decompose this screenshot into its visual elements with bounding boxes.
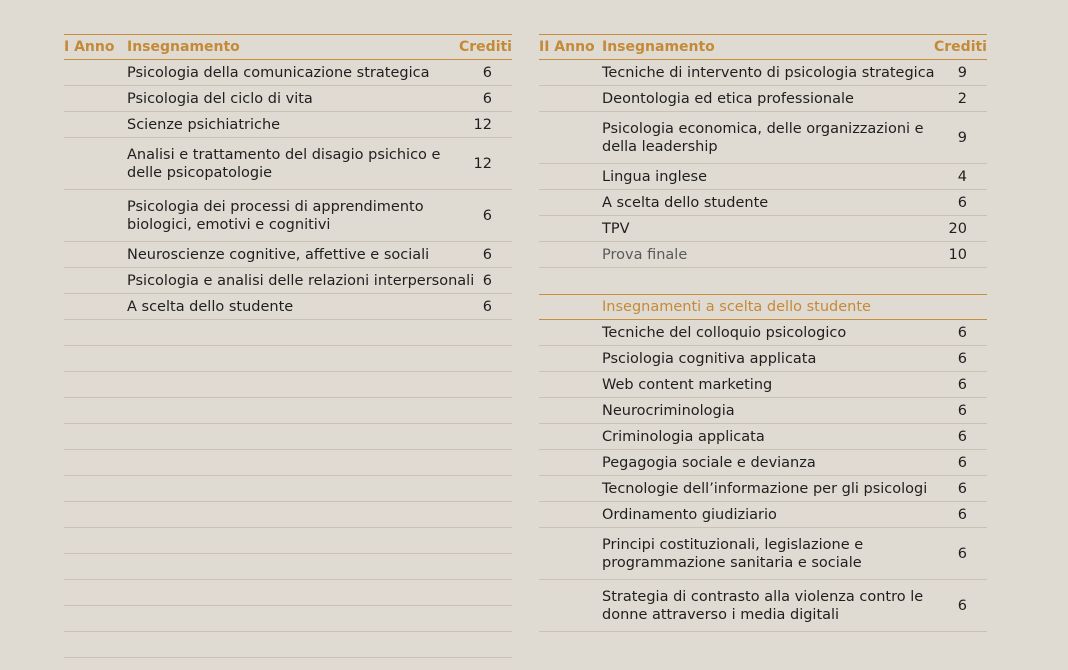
- empty-row: [64, 476, 512, 502]
- course-credits: 6: [957, 506, 967, 523]
- course-name: Strategia di contrasto alla violenza contro le donne attraverso i media digitali: [602, 588, 924, 623]
- empty-row: [64, 450, 512, 476]
- empty-row: [64, 528, 512, 554]
- course-credits: 6: [957, 428, 967, 445]
- table-row: [539, 372, 987, 398]
- course-credits: 6: [957, 480, 967, 497]
- course-column-header: Insegnamento: [602, 39, 715, 55]
- course-name: Analisi e trattamento del disagio psichico e delle psicopatologie: [127, 146, 441, 181]
- course-credits: 6: [482, 246, 492, 263]
- credits-column-header: Crediti: [934, 39, 987, 55]
- course-credits: 6: [957, 402, 967, 419]
- course-name: Psicologia dei processi di apprendimento biologici, emotivi e cognitivi: [127, 198, 424, 233]
- empty-row: [64, 632, 512, 658]
- empty-row: [64, 502, 512, 528]
- course-name: Deontologia ed etica professionale: [602, 90, 854, 107]
- course-credits: 12: [473, 116, 492, 133]
- course-name: A scelta dello studente: [602, 194, 769, 211]
- table-row: [539, 476, 987, 502]
- credits-column-header: Crediti: [459, 39, 512, 55]
- table-row: [64, 268, 512, 294]
- course-name: TPV: [602, 220, 630, 237]
- table-row: [539, 320, 987, 346]
- course-credits: 6: [482, 298, 492, 315]
- table-row: [539, 86, 987, 112]
- empty-row: [64, 554, 512, 580]
- year-column-header: I Anno: [64, 39, 115, 55]
- course-name: Psicologia della comunicazione strategica: [127, 64, 430, 81]
- course-name: Psicologia economica, delle organizzazioni e della leadership: [602, 120, 924, 155]
- course-credits: 6: [957, 545, 967, 562]
- table-row: [539, 580, 987, 632]
- course-credits: 6: [482, 207, 492, 224]
- course-name: Neurocriminologia: [602, 402, 735, 419]
- course-name: Scienze psichiatriche: [127, 116, 281, 133]
- course-name: Tecniche di intervento di psicologia strategica: [602, 64, 935, 81]
- table-row: [64, 112, 512, 138]
- course-name: Web content marketing: [602, 376, 773, 393]
- table-row: [539, 528, 987, 580]
- year-column-header: II Anno: [539, 39, 595, 55]
- table-row: [64, 242, 512, 268]
- course-name: Psicologia del ciclo di vita: [127, 90, 313, 107]
- table-row: [64, 190, 512, 242]
- electives-section-header: [539, 294, 987, 320]
- course-name: Lingua inglese: [602, 168, 708, 185]
- course-credits: 10: [948, 246, 967, 263]
- first-year-table: [64, 34, 512, 658]
- table-row: [539, 190, 987, 216]
- table-header: [64, 34, 512, 60]
- table-row: [539, 424, 987, 450]
- empty-row: [539, 268, 987, 294]
- electives-title: Insegnamenti a scelta dello studente: [602, 299, 871, 315]
- course-name: A scelta dello studente: [127, 298, 294, 315]
- course-credits: 6: [957, 376, 967, 393]
- empty-row: [64, 346, 512, 372]
- course-credits: 9: [957, 129, 967, 146]
- course-credits: 6: [957, 597, 967, 614]
- table-row: [539, 346, 987, 372]
- table-row: [539, 398, 987, 424]
- empty-row: [64, 398, 512, 424]
- table-row: [539, 216, 987, 242]
- course-column-header: Insegnamento: [127, 39, 240, 55]
- empty-row: [64, 372, 512, 398]
- table-row: [539, 502, 987, 528]
- course-name: Pegagogia sociale e devianza: [602, 454, 816, 471]
- course-credits: 6: [957, 350, 967, 367]
- course-name: Ordinamento giudiziario: [602, 506, 777, 523]
- course-name: Psciologia cognitiva applicata: [602, 350, 817, 367]
- table-row: [539, 164, 987, 190]
- course-name: Neuroscienze cognitive, affettive e sociali: [127, 246, 430, 263]
- course-credits: 9: [957, 64, 967, 81]
- course-name: Tecnologie dell’informazione per gli psicologi: [602, 480, 928, 497]
- empty-row: [64, 424, 512, 450]
- empty-row: [64, 320, 512, 346]
- course-name: Prova finale: [602, 246, 688, 263]
- course-credits: 6: [482, 272, 492, 289]
- table-row: [539, 242, 987, 268]
- table-row: [64, 294, 512, 320]
- course-name: Principi costituzionali, legislazione e programmazione sanitaria e sociale: [602, 536, 864, 571]
- table-row: [64, 60, 512, 86]
- course-credits: 6: [957, 324, 967, 341]
- table-header: [539, 34, 987, 60]
- course-name: Tecniche del colloquio psicologico: [602, 324, 847, 341]
- table-row: [539, 450, 987, 476]
- course-credits: 2: [957, 90, 967, 107]
- course-credits: 6: [482, 64, 492, 81]
- table-row: [539, 60, 987, 86]
- course-name: Psicologia e analisi delle relazioni interpersonali: [127, 272, 475, 289]
- second-year-table: [539, 34, 987, 632]
- empty-row: [64, 580, 512, 606]
- empty-row: [64, 606, 512, 632]
- course-credits: 6: [957, 194, 967, 211]
- course-credits: 6: [482, 90, 492, 107]
- table-row: [64, 138, 512, 190]
- course-credits: 6: [957, 454, 967, 471]
- table-row: [64, 86, 512, 112]
- course-credits: 20: [948, 220, 967, 237]
- course-credits: 4: [957, 168, 967, 185]
- course-credits: 12: [473, 155, 492, 172]
- course-name: Criminologia applicata: [602, 428, 765, 445]
- table-row: [539, 112, 987, 164]
